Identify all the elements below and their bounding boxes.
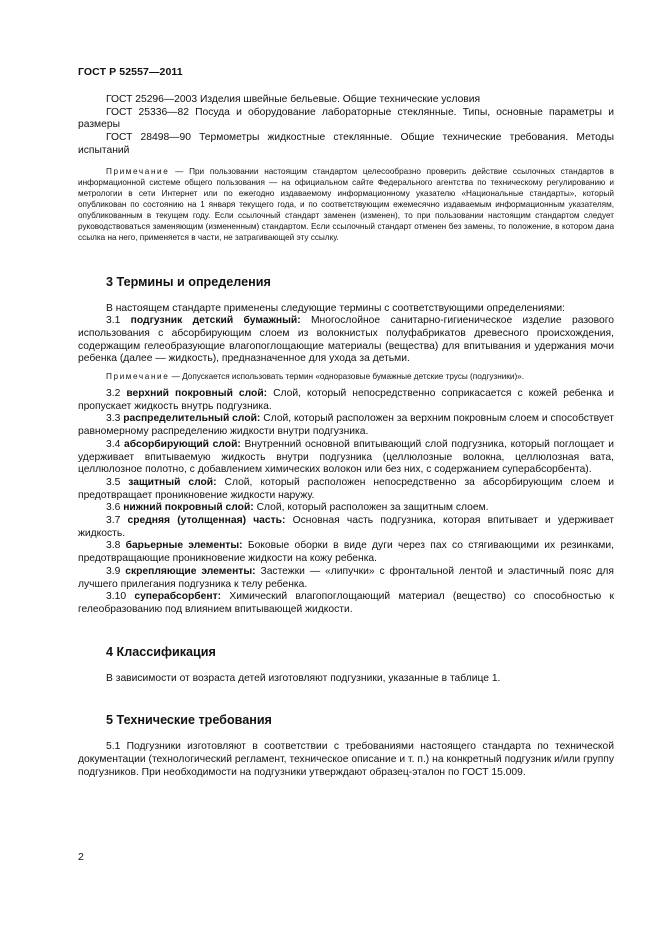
term-number: 3.2 <box>106 388 127 400</box>
term-number: 3.5 <box>106 476 129 488</box>
term-name: суперабсорбент: <box>134 591 222 603</box>
term-number: 3.8 <box>106 540 126 552</box>
term-name: абсорбирующий слой: <box>124 438 241 450</box>
term-definition: Слой, который непосредственно соприкасается с кожей ребенка и пропускает жидкость внутрь подгузника. <box>78 388 614 412</box>
term-3-2 <box>78 388 614 413</box>
term-name: верхний покровный слой: <box>126 388 268 400</box>
section-3-heading: 3 Термины и определения <box>106 274 271 289</box>
term-name: подгузник детский бумажный: <box>130 315 301 327</box>
term-3-3 <box>78 413 614 438</box>
term-definition: Слой, который расположен непосредственно за абсорбирующим слоем и предотвращает проникновение жидкости наружу. <box>78 476 614 501</box>
term-name: нижний покровный слой: <box>123 502 254 514</box>
note-label: Примечание <box>106 372 170 382</box>
term-3-5 <box>78 477 614 502</box>
term-3-10 <box>78 591 614 616</box>
term-definition: Многослойное санитарно-гигиеническое изделие разового использования с абсорбирующим слоем из волокнистых полуфабрикатов древесного происхождения, содержащим гелеобразующие влагопоглощающие материалы (вещества) для впитывания и удержания мочи ребенка (далее — жидкость), предназначенное для ухода за детьми. <box>78 315 614 365</box>
term-definition: Основная часть подгузника, которая впитывает и удерживает жидкость. <box>78 515 615 539</box>
term-definition: Слой, который расположен за верхним покровным слоем и способствует равномерному распределению жидкости внутри подгузника. <box>78 413 614 438</box>
reference-gost-28498: ГОСТ 28498—90 Термометры жидкостные стеклянные. Общие технические требования. Методы испытаний <box>78 132 614 156</box>
term-definition: Застежки — «липучки» с фронтальной лентой и эластичный пояс для лучшего прилегания подгузника к телу ребенка. <box>78 565 614 590</box>
term-3-4 <box>78 439 614 477</box>
term-definition: Слой, который расположен за защитным слоем. <box>253 502 489 514</box>
note-references <box>78 166 614 243</box>
term-name: скрепляющие элементы: <box>125 565 256 577</box>
section-5-heading: 5 Технические требования <box>106 713 272 728</box>
term-3-9 <box>78 566 614 591</box>
term-3-1 <box>78 315 614 366</box>
section-3-intro: В настоящем стандарте применены следующие термины с соответствующими определениями: <box>106 302 566 314</box>
document-header: ГОСТ Р 52557—2011 <box>78 66 183 78</box>
reference-gost-25336: ГОСТ 25336—82 Посуда и оборудование лабораторные стеклянные. Типы, основные параметры и размеры <box>78 106 614 131</box>
section-5-1-text: 5.1 Подгузники изготовляют в соответствии с требованиями настоящего стандарта по технической документации (технологический регламент, техническое описание и т. п.) на конкретный подгузник и/или группу подгузников. При необходимости на подгузники утверждают образец-эталон по ГОСТ 15.009. <box>78 741 614 778</box>
reference-gost-25296: ГОСТ 25296—2003 Изделия швейные бельевые. Общие технические условия <box>106 94 481 105</box>
note-term <box>78 371 614 382</box>
note-text: — При пользовании настоящим стандартом целесообразно проверить действие ссылочных стандартов в информационной системе общего пользования — на официальном сайте Федерального агентства по техническому регулированию и метрологии в сети Интернет или по ежегодно издаваемому информационному указателю «Национальные стандарты», который опубликован по состоянию на 1 января текущего года, и по соответствующим ежемесячно издаваемым информационным указателям, опубликованным в текущем году. Если ссылочный стандарт заменен (изменен), то при пользовании настоящим стандартом следует руководствоваться заменяющим (измененным) стандартом. Если ссылочный стандарт отменен без замены, то положение, в котором дана ссылка на него, применяется в части, не затрагивающей эту ссылку. <box>78 166 614 242</box>
note-text: — Допускается использовать термин «одноразовые бумажные детские трусы (подгузники)». <box>169 372 525 382</box>
page-content <box>78 94 614 780</box>
term-name: распределительный слой: <box>123 413 261 425</box>
term-number: 3.6 <box>106 502 124 514</box>
section-4-text: В зависимости от возраста детей изготовляют подгузники, указанные в таблице 1. <box>106 672 501 684</box>
term-number: 3.1 <box>106 315 131 327</box>
term-name: средняя (утолщенная) часть: <box>127 515 286 527</box>
section-4-heading: 4 Классификация <box>106 644 216 659</box>
term-3-8 <box>78 540 614 565</box>
term-name: защитный слой: <box>128 476 217 488</box>
page-number: 2 <box>78 851 84 863</box>
term-name: барьерные элементы: <box>125 540 243 552</box>
term-number: 3.7 <box>106 515 128 527</box>
term-number: 3.3 <box>106 413 124 425</box>
term-definition: Внутренний основной впитывающий слой подгузника, который поглощает и удерживает впитываемую жидкость внутри подгузника (целлюлозные волокна, целлюлозная вата, целлюлозное полотно, с добавлением химических волокон или без них, с содержанием суперабсорбента). <box>78 438 615 476</box>
term-3-7 <box>78 515 614 540</box>
term-number: 3.4 <box>106 438 125 450</box>
term-definition: Боковые оборки в виде дуги через пах со стягивающими их резинками, предотвращающие проникновение жидкости на кожу ребенка. <box>78 540 614 565</box>
term-number: 3.9 <box>106 565 126 577</box>
term-definition: Химический влагопоглощающий материал (вещество) со способностью к гелеобразованию под влиянием впитывающей жидкости. <box>78 591 614 615</box>
term-number: 3.10 <box>106 591 135 603</box>
note-label: Примечание <box>106 166 170 176</box>
term-3-6 <box>78 502 614 515</box>
